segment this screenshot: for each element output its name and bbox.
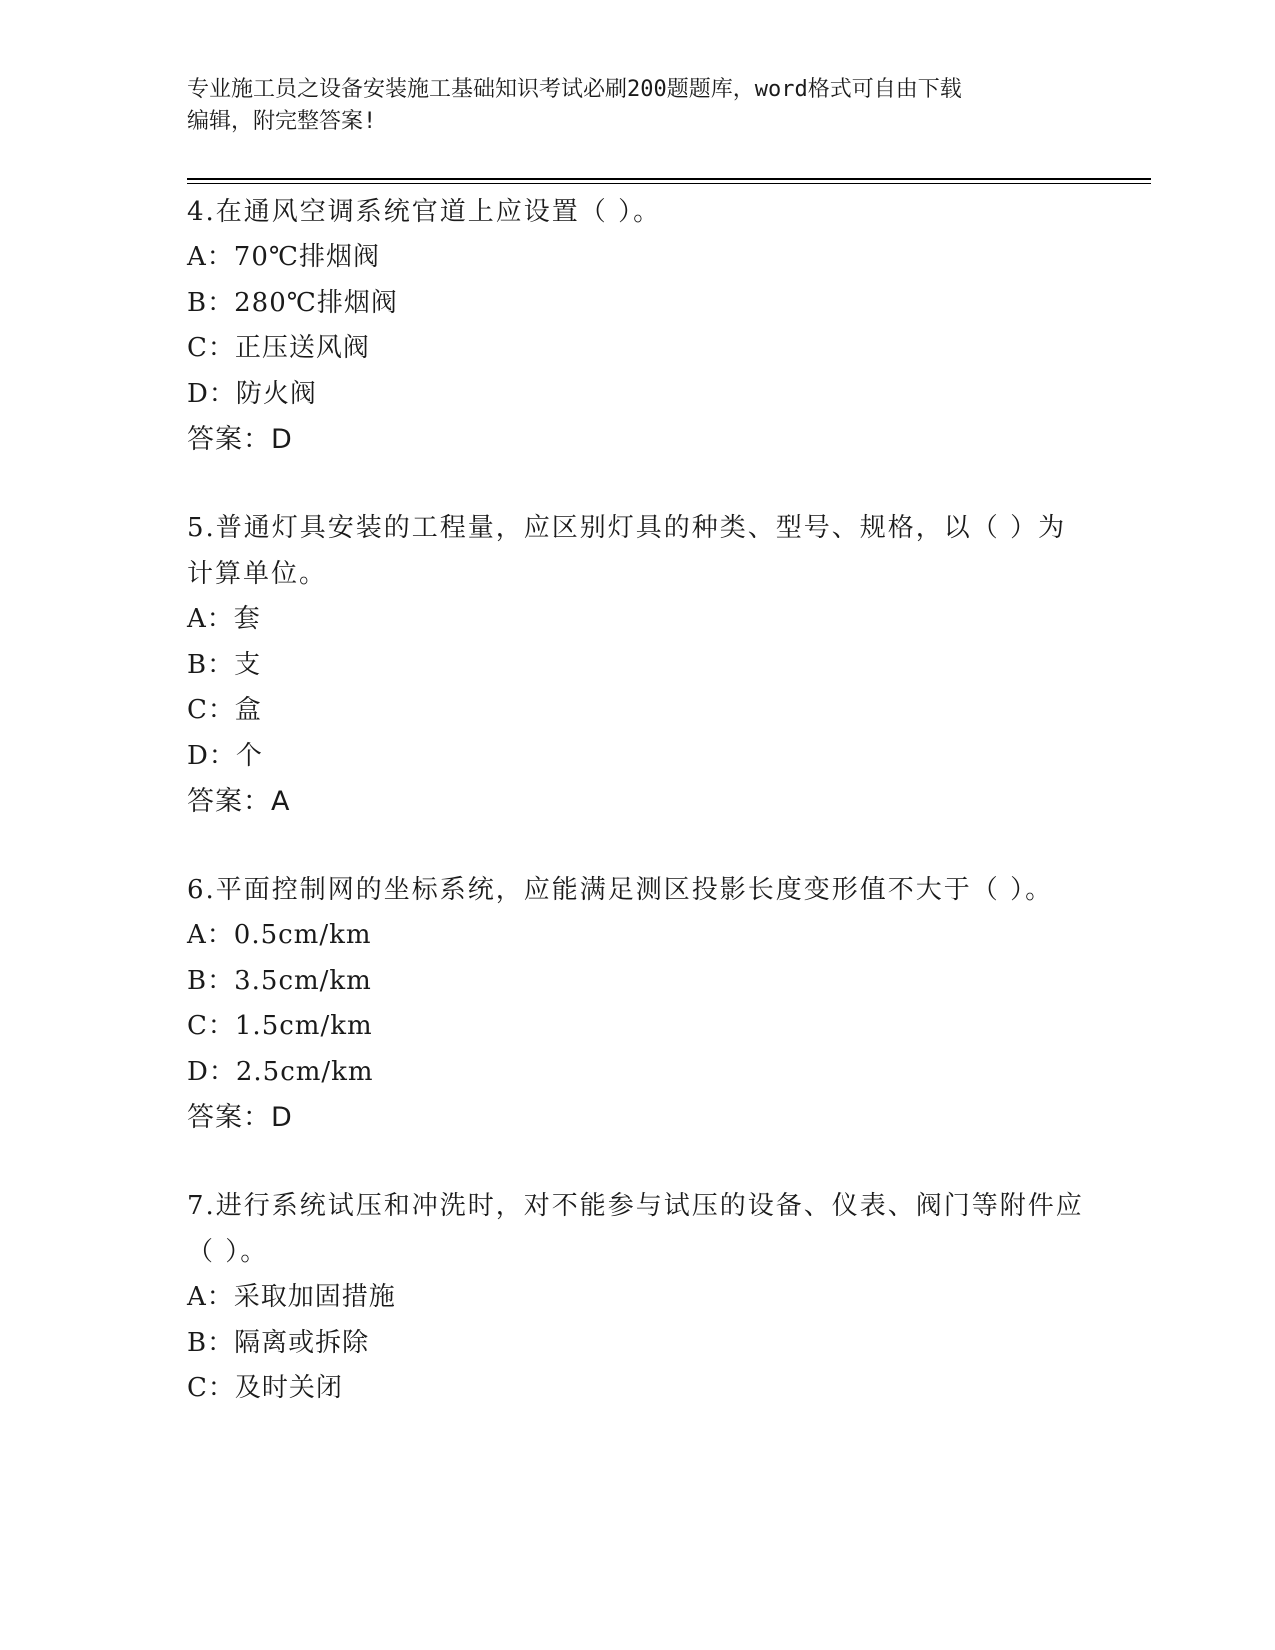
option-b: B：隔离或拆除 [187,1327,370,1358]
option-c: C：1.5cm/km [187,1011,373,1041]
answer-line: 答案：D [187,1102,293,1133]
header-divider-thin [187,183,1151,184]
header-line-2: 编辑，附完整答案! [187,109,377,134]
option-b: B：3.5cm/km [187,965,372,996]
question-list [187,189,1087,1454]
header-divider-thick [187,178,1151,180]
option-d: D：2.5cm/km [187,1056,374,1087]
option-a: A：套 [187,604,261,634]
question-stem: 5.普通灯具安装的工程量，应区别灯具的种类、型号、规格，以（ ）为计算单位。 [187,513,1067,589]
option-c: C：及时关闭 [187,1373,343,1403]
answer-line: 答案：D [187,424,293,455]
option-c: C：正压送风阀 [187,333,370,363]
option-a: A：70℃排烟阀 [187,242,380,272]
question-5 [187,505,1087,825]
question-7 [187,1183,1087,1412]
option-a: A：0.5cm/km [187,920,372,950]
question-stem: 4.在通风空调系统官道上应设置（ ）。 [187,197,662,227]
option-d: D：个 [187,740,263,771]
option-a: A：采取加固措施 [187,1282,396,1312]
document-header [187,74,1087,138]
option-b: B：支 [187,649,262,680]
option-b: B：280℃排烟阀 [187,287,398,318]
header-line-1: 专业施工员之设备安装施工基础知识考试必刷200题题库，word格式可自由下载 [187,77,962,102]
question-4 [187,189,1087,463]
answer-line: 答案：A [187,786,291,817]
question-stem: 6.平面控制网的坐标系统，应能满足测区投影长度变形值不大于（ ）。 [187,875,1054,905]
question-6 [187,867,1087,1141]
option-d: D：防火阀 [187,378,317,409]
question-stem: 7.进行系统试压和冲洗时，对不能参与试压的设备、仪表、阀门等附件应（ ）。 [187,1191,1084,1267]
option-c: C：盒 [187,695,262,725]
